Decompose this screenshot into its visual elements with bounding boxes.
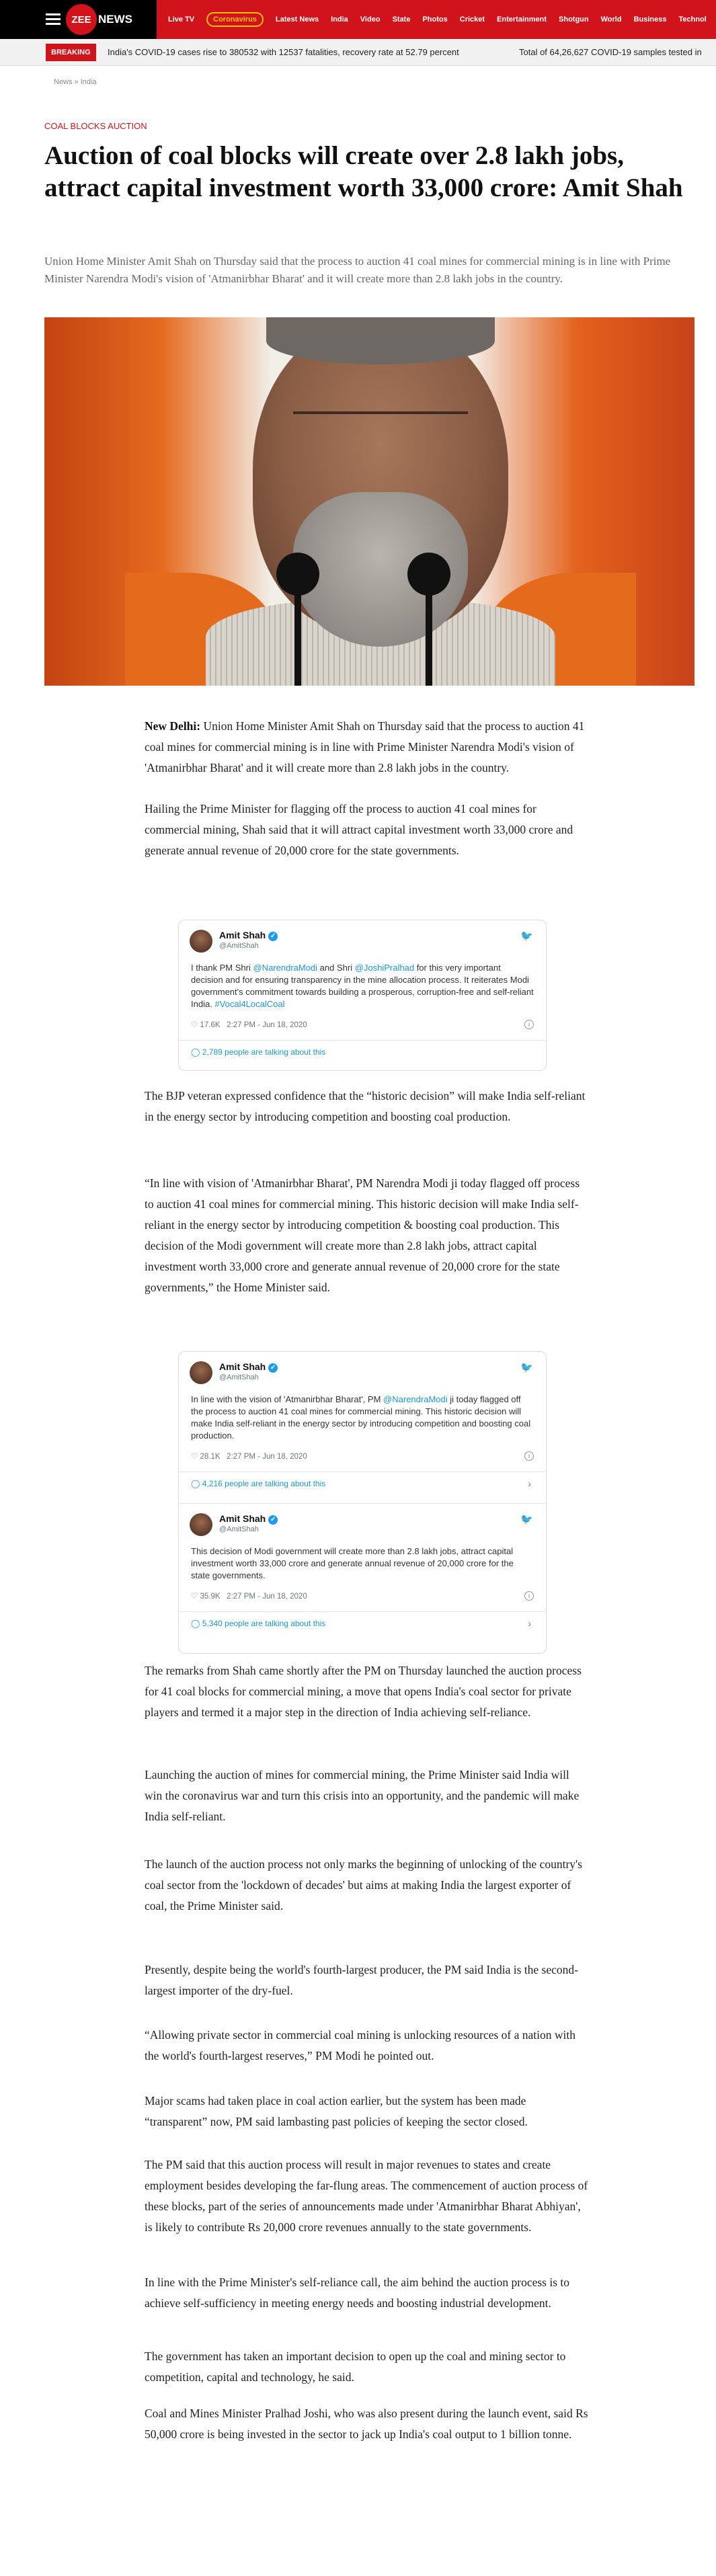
tweet-header	[179, 1352, 546, 1384]
talking-about-link[interactable]: 4,216 people are talking about this	[202, 1479, 326, 1488]
heart-icon[interactable]: ♡	[191, 1453, 198, 1461]
hashtag-link[interactable]: #Vocal4LocalCoal	[214, 999, 285, 1009]
mention-link[interactable]: @JoshiPralhad	[354, 963, 415, 973]
article-paragraph: The remarks from Shah came shortly after the PM on Thursday launched the auction process for 41 coal blocks for commercial mining, a move that opens India's coal sector for private players and termed it a major step in the direction of India achieving self-reliance.	[145, 1664, 582, 1719]
heart-icon[interactable]: ♡	[191, 1593, 198, 1601]
hair-shape	[266, 317, 495, 364]
microphone-stand	[294, 586, 301, 686]
hero-image	[44, 317, 694, 686]
hamburger-menu-icon[interactable]	[46, 13, 61, 26]
logo-zee: ZEE	[66, 4, 97, 35]
twitter-bird-icon[interactable]: 🐦	[520, 930, 533, 942]
tweet-header	[179, 1504, 546, 1536]
article-paragraph: The BJP veteran expressed confidence that the “historic decision” will make India self-reliant in the energy sector by introducing competition and boosting coal production.	[145, 1089, 586, 1123]
tweet-author-name[interactable]: Amit Shah ✓	[219, 1513, 278, 1525]
like-count: 28.1K	[200, 1453, 221, 1461]
verified-icon: ✓	[268, 1363, 278, 1373]
comment-icon: ◯	[191, 1619, 200, 1628]
article-paragraph: Presently, despite being the world's fourth-largest producer, the PM said India is the second-largest importer of the dry-fuel.	[145, 1963, 578, 1997]
tweet-text: I thank PM Shri @NarendraModi and Shri @JoshiPralhad for this very important decision and for ensuring transparency in the mine allocation process. It reiterates Modi government's commitment towards building a prosperous, corruption-free and self-reliant India. #Vocal4LocalCoal	[191, 963, 534, 1009]
info-icon[interactable]: i	[524, 1591, 534, 1601]
tweet-text: In line with the vision of 'Atmanirbhar Bharat', PM @NarendraModi ji today flagged off the process to auction 41 coal mines for commercial mining. This historic decision will make India self-reliant in the energy sector by introducing competition and boosting coal production.	[191, 1394, 531, 1441]
logo-block	[0, 0, 157, 39]
article-paragraph: Coal and Mines Minister Pralhad Joshi, who was also present during the launch event, said Rs 50,000 crore is being invested in the sector to jack up India's coal output to 1 billion tonne.	[145, 2407, 588, 2441]
heart-icon[interactable]: ♡	[191, 1021, 198, 1029]
tweet-author-name[interactable]: Amit Shah ✓	[219, 1361, 278, 1373]
chevron-right-icon[interactable]: ›	[528, 1618, 531, 1629]
microphone-icon	[276, 553, 319, 596]
verified-icon: ✓	[268, 932, 278, 941]
mention-link[interactable]: @NarendraModi	[253, 963, 318, 973]
embedded-tweet-thread[interactable]	[178, 1351, 547, 1654]
tweet-header	[179, 920, 546, 953]
glasses-shape	[293, 411, 468, 452]
info-icon[interactable]: i	[524, 1020, 534, 1029]
nav-business[interactable]: Business	[633, 15, 667, 24]
paragraph-text: Union Home Minister Amit Shah on Thursday said that the process to auction 41 coal mines for commercial mining is in line with Prime Minister Narendra Modi's vision of 'Atmanirbhar Bharat' and it will create more than 2.8 lakh jobs in the country.	[145, 719, 585, 774]
tweet-author-handle[interactable]: @AmitShah	[219, 1373, 259, 1381]
verified-icon: ✓	[268, 1515, 278, 1525]
nav-photos[interactable]: Photos	[422, 15, 448, 24]
article-paragraph: “In line with vision of 'Atmanirbhar Bharat', PM Narendra Modi ji today flagged off process to auction 41 coal mines for commercial mining. This historic decision will make India self-reliant in the energy sector by introducing competition & boosting coal production. This decision of the Modi government will create more than 2.8 lakh jobs, attract capital investment worth 33,000 crore and generate annual revenue of 20,000 crore for the state governments,” the Home Minister said.	[145, 1176, 580, 1294]
logo-news: NEWS	[98, 13, 132, 26]
breadcrumb[interactable]: News » India	[54, 78, 97, 86]
tweet-author-name[interactable]: Amit Shah ✓	[219, 930, 278, 941]
tweet-meta	[191, 1020, 534, 1033]
microphone-stand	[426, 586, 432, 686]
comment-icon: ◯	[191, 1047, 200, 1057]
tweet-text: This decision of Modi government will create more than 2.8 lakh jobs, attract capital investment worth 33,000 crore and generate annual revenue of 20,000 crore for the state governments.	[191, 1546, 514, 1580]
nav-entertainment[interactable]: Entertainment	[497, 15, 547, 24]
twitter-bird-icon[interactable]: 🐦	[520, 1514, 533, 1525]
article-headline: Auction of coal blocks will create over 2.8 lakh jobs, attract capital investment worth 33,000 crore: Amit Shah	[44, 141, 683, 202]
info-icon[interactable]: i	[524, 1451, 534, 1461]
article-paragraph: In line with the Prime Minister's self-reliance call, the aim behind the auction process is to achieve self-sufficiency in meeting energy needs and boosting industrial development.	[145, 2276, 570, 2310]
article-category[interactable]: COAL BLOCKS AUCTION	[44, 121, 147, 131]
avatar[interactable]	[190, 1513, 212, 1536]
article-paragraph: The government has taken an important decision to open up the coal and mining sector to competition, capital and technology, he said.	[145, 2349, 566, 2384]
article-paragraph: Major scams had taken place in coal action earlier, but the system has been made “transparent” now, PM said lambasting past policies of keeping the sector closed.	[145, 2094, 528, 2128]
article-paragraph: The launch of the auction process not only marks the beginning of unlocking of the country's coal sector from the 'lockdown of decades' but aims at making India the largest exporter of coal, the Prime Minister said.	[145, 1857, 582, 1913]
embedded-tweet[interactable]	[179, 1352, 546, 1503]
article-paragraph: Hailing the Prime Minister for flagging off the process to auction 41 coal mines for commercial mining, Shah said that it will attract capital investment worth 33,000 crore and generate annual revenue of 20,000 crore for the state governments.	[145, 802, 573, 857]
article-paragraph	[145, 716, 588, 778]
nav-state[interactable]: State	[392, 15, 411, 24]
comment-icon: ◯	[191, 1479, 200, 1488]
talking-about-link[interactable]: 5,340 people are talking about this	[202, 1619, 326, 1628]
dateline: New Delhi:	[145, 719, 201, 733]
talking-about-link[interactable]: 2,789 people are talking about this	[202, 1047, 326, 1057]
embedded-tweet[interactable]	[178, 920, 547, 1071]
like-count: 35.9K	[200, 1593, 221, 1601]
article-paragraph: Launching the auction of mines for commercial mining, the Prime Minister said India will win the coronavirus war and turn this crisis into an opportunity, and the pandemic will make India self-reliant.	[145, 1768, 580, 1823]
zee-news-logo[interactable]	[66, 4, 132, 35]
tweet-author-handle[interactable]: @AmitShah	[219, 1525, 259, 1533]
tweet-timestamp[interactable]: 2:27 PM - Jun 18, 2020	[227, 1593, 307, 1601]
mention-link[interactable]: @NarendraModi	[383, 1394, 448, 1404]
nav-video[interactable]: Video	[360, 15, 381, 24]
article-paragraph: “Allowing private sector in commercial coal mining is unlocking resources of a nation with the world's fourth-largest reserves,” PM Modi he pointed out.	[145, 2028, 576, 2062]
microphone-icon	[407, 553, 450, 596]
ticker-item[interactable]: Total of 64,26,627 COVID-19 samples tested in	[519, 47, 702, 57]
breaking-badge: BREAKING	[46, 44, 96, 61]
tweet-author-handle[interactable]: @AmitShah	[219, 942, 259, 950]
nav-coronavirus[interactable]: Coronavirus	[206, 12, 264, 27]
nav-india[interactable]: India	[331, 15, 348, 24]
tweet-timestamp[interactable]: 2:27 PM - Jun 18, 2020	[227, 1021, 307, 1029]
embedded-tweet[interactable]	[179, 1503, 546, 1654]
breaking-ticker	[0, 39, 716, 66]
avatar[interactable]	[190, 930, 212, 953]
nav-shotgun[interactable]: Shotgun	[559, 15, 589, 24]
main-nav	[168, 0, 707, 39]
article-standfirst: Union Home Minister Amit Shah on Thursday said that the process to auction 41 coal mines for commercial mining is in line with Prime Minister Narendra Modi's vision of 'Atmanirbhar Bharat' and it will create more than 2.8 lakh jobs in the country.	[44, 255, 671, 285]
twitter-bird-icon[interactable]: 🐦	[520, 1362, 533, 1373]
like-count: 17.6K	[200, 1021, 221, 1029]
top-navigation-bar	[0, 0, 716, 39]
ticker-item[interactable]: India's COVID-19 cases rise to 380532 with 12537 fatalities, recovery rate at 52.79 percent	[108, 47, 459, 57]
nav-latest-news[interactable]: Latest News	[275, 15, 319, 24]
article-paragraph: The PM said that this auction process will result in major revenues to states and create employment besides developing the far-flung areas. The commencement of auction process of these blocks, part of the series of announcements made under 'Atmanirbhar Bharat Abhiyan', is likely to contribute Rs 20,000 crore revenues annually to the state governments.	[145, 2158, 588, 2234]
tweet-meta	[191, 1591, 534, 1605]
nav-technology[interactable]: Technol	[678, 15, 707, 24]
chevron-right-icon[interactable]: ›	[528, 1478, 531, 1489]
nav-world[interactable]: World	[600, 15, 622, 24]
tweet-meta	[191, 1451, 534, 1465]
tweet-footer[interactable]	[179, 1611, 546, 1636]
tweet-timestamp[interactable]: 2:27 PM - Jun 18, 2020	[227, 1453, 307, 1461]
nav-cricket[interactable]: Cricket	[459, 15, 485, 24]
tweet-footer[interactable]	[179, 1472, 546, 1496]
nav-live-tv[interactable]: Live TV	[168, 15, 195, 24]
avatar[interactable]	[190, 1361, 212, 1384]
tweet-footer[interactable]	[179, 1040, 546, 1064]
